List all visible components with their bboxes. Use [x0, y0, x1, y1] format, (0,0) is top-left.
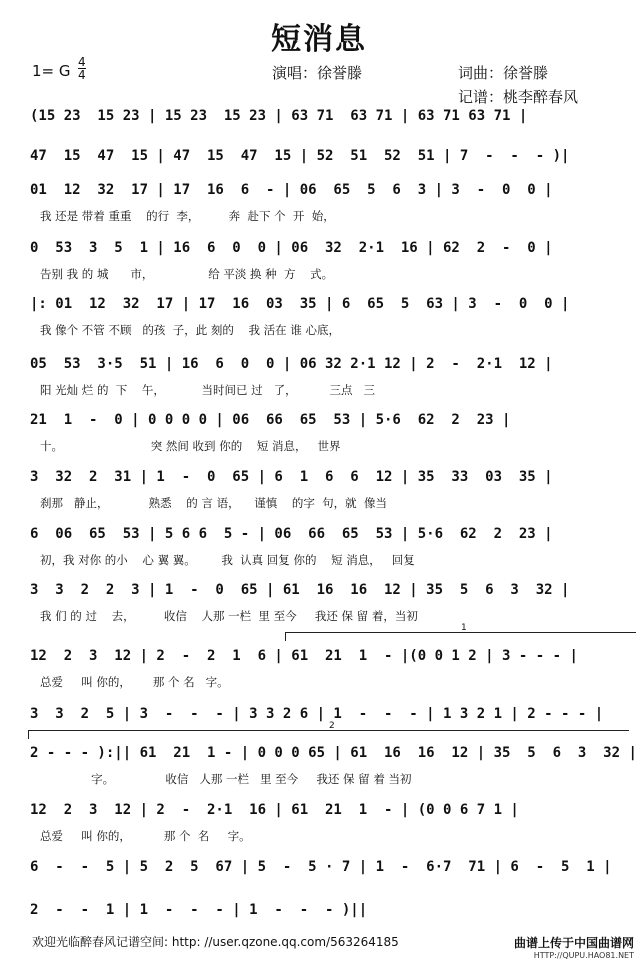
- notation-line: 12 2 3 12 | 2 - 2·1 16 | 61 21 1 - | (0 0 6 7 1 |: [30, 802, 519, 818]
- time-signature: [78, 56, 86, 81]
- notation-line: 01 12 32 17 | 17 16 6 - | 06 65 5 6 3 | 3 - 0 0 |: [30, 182, 553, 198]
- notation-line: |: 01 12 32 17 | 17 16 03 35 | 6 65 5 63 | 3 - 0 0 |: [30, 296, 570, 312]
- notation-line: 05 53 3·5 51 | 16 6 0 0 | 06 32 2·1 12 | 2 - 2·1 12 |: [30, 356, 553, 372]
- notator-credit: 记谱：桃李醉春风: [458, 88, 579, 106]
- lyric-line: 告别 我 的 城 市， 给 平淡 换 种 方 式。: [40, 267, 334, 281]
- lyric-line: 阳 光灿 烂 的 下 午， 当时间已 过 了， 三点 三: [40, 383, 375, 397]
- lyric-line: 总爱 叫 你的， 那 个 名 字。: [40, 829, 251, 843]
- notation-line: 0 53 3 5 1 | 16 6 0 0 | 06 32 2·1 16 | 62 2 - 0 |: [30, 240, 553, 256]
- score-title: 短消息: [271, 22, 367, 57]
- key-signature: 1= G: [32, 62, 71, 80]
- notation-line: 12 2 3 12 | 2 - 2 1 6 | 61 21 1 - |(0 0 1 2 | 3 - - - |: [30, 648, 578, 664]
- site-badge: [514, 934, 634, 960]
- volta-first-ending: [285, 623, 636, 641]
- lyric-line: 总爱 叫 你的， 那 个 名 字。: [40, 675, 229, 689]
- composer-credit: 词曲：徐誉滕: [458, 64, 549, 82]
- singer-credit: 演唱：徐誉滕: [272, 64, 363, 82]
- lyric-line: 我 还是 带着 重重 的行 李， 奔 赴下 个 开 始，: [40, 209, 335, 223]
- lyric-line: 十。 突 然间 收到 你的 短 消息， 世界: [40, 439, 341, 453]
- volta-second-number: 2: [329, 721, 335, 731]
- notation-line: 21 1 - 0 | 0 0 0 0 | 06 66 65 53 | 5·6 62 2 23 |: [30, 412, 511, 428]
- notation-line: 3 3 2 5 | 3 - - - | 3 3 2 6 | 1 - - - | 1 3 2 1 | 2 - - - |: [30, 706, 604, 722]
- notation-line: 6 - - 5 | 5 2 5 67 | 5 - 5 · 7 | 1 - 6·7 71 | 6 - 5 1 |: [30, 859, 612, 875]
- notation-line: 47 15 47 15 | 47 15 47 15 | 52 51 52 51 | 7 - - - )|: [30, 148, 570, 164]
- lyric-line: 我 们 的 过 去， 收信 人那 一栏 里 至今 我还 保 留 着，当初: [40, 609, 418, 623]
- footer-link-text[interactable]: 欢迎光临醉春风记谱空间: http: //user.qzone.qq.com/563264185: [32, 935, 399, 949]
- lyric-line: 我 像个 不管 不顾 的孩 子，此 刻的 我 活在 谁 心底，: [40, 323, 340, 337]
- volta-first-number: 1: [461, 623, 467, 633]
- site-badge-line1: 曲谱上传于中国曲谱网: [513, 936, 634, 950]
- notation-line: 2 - - - ):|| 61 21 1 - | 0 0 0 65 | 61 16 16 12 | 35 5 6 3 32 |: [30, 745, 637, 761]
- notation-line: 6 06 65 53 | 5 6 6 5 - | 06 66 65 53 | 5·6 62 2 23 |: [30, 526, 553, 542]
- notation-line: 3 3 2 2 3 | 1 - 0 65 | 61 16 16 12 | 35 5 6 3 32 |: [30, 582, 570, 598]
- lyric-line: 初，我 对你 的小 心 翼 翼。 我 认真 回复 你的 短 消息， 回复: [40, 553, 415, 567]
- lyric-line: 刹那 静止， 熟悉 的 言 语， 谨慎 的字 句，就 像当: [40, 496, 387, 510]
- lyric-line: 字。 收信 人那 一栏 里 至今 我还 保 留 着 当初: [40, 772, 412, 786]
- site-badge-line2: HTTP://QUPU.HAO81.NET: [533, 951, 634, 960]
- time-signature-top: 4: [78, 55, 86, 69]
- time-signature-bottom: 4: [78, 68, 86, 82]
- notation-line: 2 - - 1 | 1 - - - | 1 - - - )||: [30, 902, 368, 918]
- notation-line: (15 23 15 23 | 15 23 15 23 | 63 71 63 71 | 63 71 63 71 |: [30, 108, 528, 124]
- notation-line: 3 32 2 31 | 1 - 0 65 | 6 1 6 6 12 | 35 33 03 35 |: [30, 469, 553, 485]
- volta-second-ending: [28, 721, 629, 739]
